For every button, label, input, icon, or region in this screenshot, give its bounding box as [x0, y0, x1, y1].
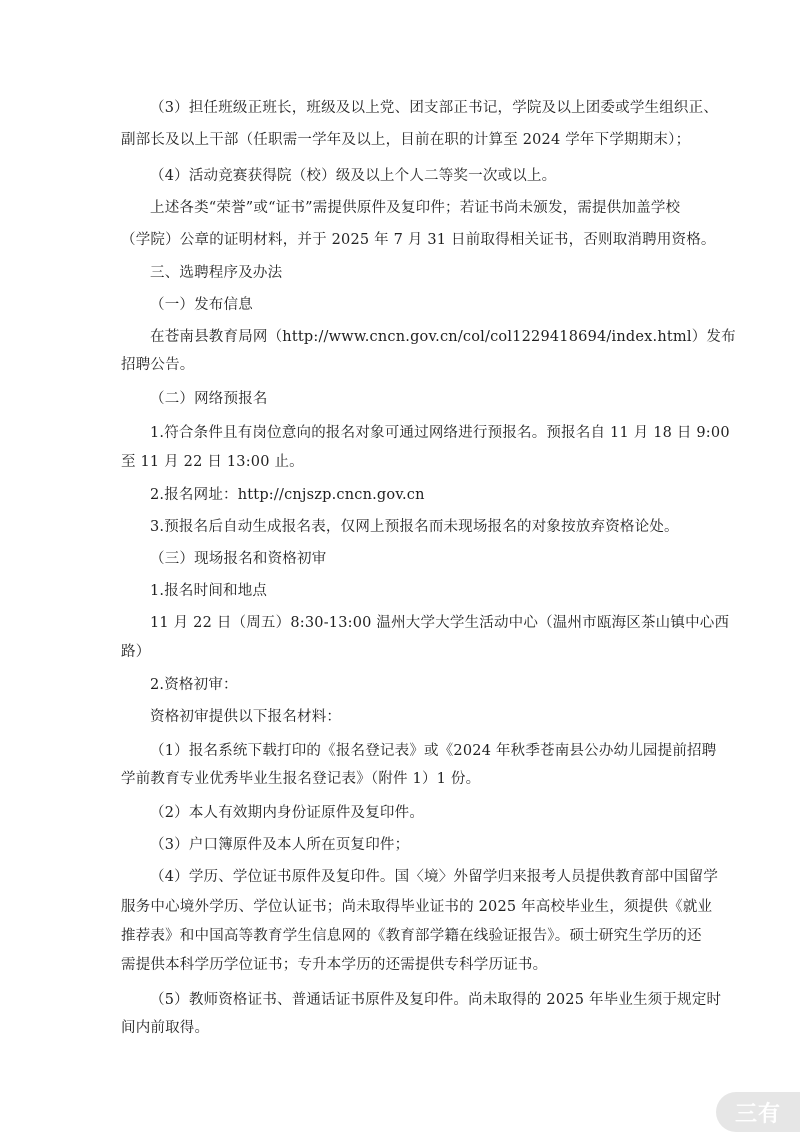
subsection-heading: （三）现场报名和资格初审	[150, 551, 327, 567]
text-line: 11 月 22 日（周五）8:30-13:00 温州大学大学生活动中心（温州市瓯海区茶山镇中心西	[150, 615, 730, 631]
text-line: 服务中心境外学历、学位认证书；尚未取得毕业证书的 2025 年高校毕业生，须提供《就业	[121, 899, 713, 915]
text-line: 资格初审提供以下报名材料：	[150, 709, 342, 725]
text-line: （2）本人有效期内身份证原件及复印件。	[150, 805, 425, 821]
text-line: 2.报名网址：http://cnjszp.cncn.gov.cn	[150, 487, 425, 503]
text-line: （5）教师资格证书、普通话证书原件及复印件。尚未取得的 2025 年毕业生须于规定时	[150, 992, 722, 1008]
text-line: （1）报名系统下载打印的《报名登记表》或《2024 年秋季苍南县公办幼儿园提前招聘	[150, 743, 717, 759]
text-line: 路）	[121, 644, 151, 660]
text-line: （学院）公章的证明材料，并于 2025 年 7 月 31 日前取得相关证书，否则取消聘用资格。	[121, 232, 716, 248]
watermark-logo: 三有	[716, 1092, 800, 1132]
text-line: （4）活动竞赛获得院（校）级及以上个人二等奖一次或以上。	[150, 168, 557, 184]
text-line: 学前教育专业优秀毕业生报名登记表》（附件 1）1 份。	[121, 771, 481, 787]
text-line: 3.预报名后自动生成报名表，仅网上预报名而未现场报名的对象按放弃资格论处。	[150, 519, 679, 535]
text-line: 至 11 月 22 日 13:00 止。	[121, 454, 304, 470]
text-line: 副部长及以上干部（任职需一学年及以上，目前在职的计算至 2024 学年下学期期末）；	[121, 132, 691, 148]
text-line: （3）户口簿原件及本人所在页复印件；	[150, 837, 410, 853]
text-line: 推荐表》和中国高等教育学生信息网的《教育部学籍在线验证报告》。硕士研究生学历的还	[121, 928, 702, 944]
text-line: 2.资格初审：	[150, 677, 238, 693]
text-line: 在苍南县教育局网（http://www.cncn.gov.cn/col/col1229418694/index.html）发布	[150, 329, 736, 345]
text-line: （3）担任班级正班长，班级及以上党、团支部正书记，学院及以上团委或学生组织正、	[150, 100, 719, 116]
text-line: （4）学历、学位证书原件及复印件。国〈境〉外留学归来报考人员提供教育部中国留学	[150, 869, 719, 885]
subsection-heading: （一）发布信息	[150, 297, 253, 313]
text-line: 招聘公告。	[121, 357, 195, 373]
subsection-heading: （二）网络预报名	[150, 391, 268, 407]
section-heading: 三、选聘程序及办法	[150, 265, 283, 281]
text-line: 1.报名时间和地点	[150, 583, 268, 599]
text-line: 需提供本科学历学位证书；专升本学历的还需提供专科学历证书。	[121, 957, 548, 973]
text-line: 间内前取得。	[121, 1020, 210, 1036]
text-line: 1.符合条件且有岗位意向的报名对象可通过网络进行预报名。预报名自 11 月 18 日 9:00	[150, 425, 730, 441]
text-line: 上述各类“荣誉”或“证书”需提供原件及复印件；若证书尚未颁发，需提供加盖学校	[150, 200, 681, 216]
